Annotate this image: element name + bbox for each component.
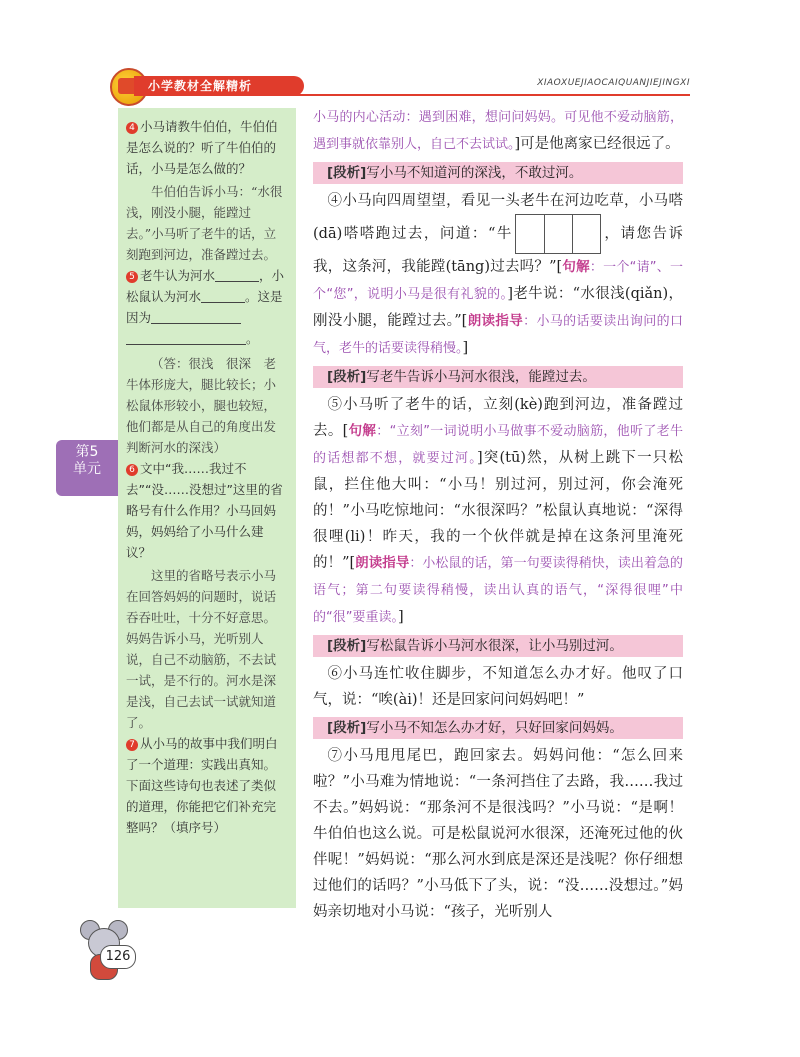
question-7 (126, 733, 288, 838)
question-sidebar (118, 108, 296, 908)
annotation-text: ：“立刻”一词说明小马做事不爱动脑筋，他听了老牛的话想都不想，就要过河。 (313, 424, 683, 466)
paragraph-6: ⑥小马连忙收住脚步，不知道怎么办才好。他叹了口气，说：“唉(ài)！还是回家问问妈妈吧！” (313, 666, 683, 708)
analysis-text: 写松鼠告诉小马河水很深，让小马别过河。 (366, 638, 623, 654)
paragraph-text: ]老牛说：“水很浅(qiǎn)，刚没小腿，能蹚过去。”[ (313, 286, 683, 329)
sentence-note-label: 句解 (562, 259, 590, 275)
paragraph-text: ]突(tū)然，从树上跳下一只松鼠，拦住他大叫：“小马！别过河，别过河，你会淹死的！”小马吃惊地问：“水很深吗？”松鼠认真地说：“深得很哩(li)！昨天，我的一个伙伴就是掉在这条河里淹死的！”[ (313, 450, 683, 571)
analysis-label: [段析] (327, 165, 367, 181)
unit-tab-line1: 第5 (75, 444, 99, 460)
analysis-label: [段析] (327, 638, 367, 654)
answer-blank[interactable] (151, 309, 241, 324)
answer-blank[interactable] (126, 330, 246, 345)
series-code: XIAOXUEJIAOCAIQUANJIEJINGXI (537, 78, 690, 88)
paragraph-text: ，请您告诉我，这条河，我能蹚(tāng)过去吗？”[ (313, 226, 684, 275)
main-text (313, 104, 683, 925)
paragraph-7: ⑦小马甩甩尾巴，跑回家去。妈妈问他：“怎么回来啦？”小马难为情地说：“一条河挡住了去路，我……我过不去。”妈妈说：“那条河不是很浅吗？”小马说：“是啊！牛伯伯也这么说。可是松鼠说河水很深，还淹死过他的伙伴呢！”妈妈说：“那么河水到底是深还是浅呢？你仔细想过他们的话吗？”小马低下了头，说：“没……没想过。”妈妈亲切地对小马说：“孩子，光听别人 (313, 748, 683, 920)
question-5-part3: 。这是因为 (126, 289, 283, 325)
analysis-text: 写老牛告诉小马河水很浅，能蹚过去。 (366, 369, 596, 385)
fill-in-boxes[interactable] (515, 214, 601, 254)
sentence-note-label: 句解 (348, 423, 377, 439)
reading-guide-label: 朗读指导 (355, 555, 410, 571)
question-number-7: 7 (126, 739, 138, 751)
answer-6: 这里的省略号表示小马在回答妈妈的问题时，说话吞吞吐吐，十分不好意思。妈妈告诉小马，光听别人说，自己不动脑筋，不去试一试，是不行的。河水是深是浅，自己去试一试就知道了。 (126, 568, 277, 730)
answer-blank[interactable] (201, 288, 245, 303)
paragraph-analysis (313, 366, 683, 388)
paragraph-3-end (313, 104, 683, 158)
question-number-6: 6 (126, 464, 138, 476)
header-divider (290, 94, 690, 96)
paragraph-text: ④小马向四周望望，看见一头老牛在河边吃草，小马嗒(dā)嗒嗒跑过去，问道：“牛 (313, 193, 683, 242)
question-number-5: 5 (126, 271, 138, 283)
paragraph-text: ⑤小马听了老牛的话，立刻(kè)跑到河边，准备蹚过去。[ (313, 397, 683, 439)
paragraph-text: ] (397, 609, 404, 625)
analysis-text: 写小马不知怎么办才好，只好回家问妈妈。 (366, 720, 623, 736)
question-6 (126, 458, 288, 563)
answer-blank[interactable] (215, 267, 259, 282)
analysis-label: [段析] (327, 369, 367, 385)
paragraph-analysis (313, 717, 683, 739)
annotation-text: ：小松鼠的话，第一句要读得稍快，读出着急的语气；第二句要读得稍慢，读出认真的语气，“深得很哩”中的“很”要重读。 (313, 556, 683, 625)
question-6-text: 文中“我……我过不去”“没……没想过”这里的省略号有什么作用？小马回妈妈，妈妈给了小马什么建议？ (126, 461, 283, 560)
annotation-text: ：一个“请”、一个“您”，说明小马是很有礼貌的。 (313, 260, 683, 302)
paragraph-text: ]可是他离家已经很远了。 (514, 136, 680, 152)
question-number-4: 4 (126, 122, 138, 134)
paragraph-5 (313, 392, 683, 631)
question-5 (126, 265, 288, 349)
unit-tab (56, 440, 118, 496)
answer-4: 牛伯伯告诉小马：“水很浅，刚没小腿，能蹚过去。”小马听了老牛的话，立刻跑到河边，准备蹚过去。 (126, 184, 283, 262)
question-5-part2: ，小松鼠认为河水 (126, 268, 285, 304)
question-5-part4: 。 (246, 331, 259, 346)
page-number: 126 (100, 945, 136, 969)
question-5-part1: 老牛认为河水 (140, 268, 216, 283)
paragraph-4 (313, 188, 683, 362)
analysis-text: 写小马不知道河的深浅，不敢过河。 (366, 165, 583, 181)
page-header (110, 72, 690, 100)
series-title: 小学教材全解精析 (134, 76, 304, 96)
unit-tab-line2: 单元 (73, 461, 101, 477)
reading-guide-label: 朗读指导 (467, 313, 524, 329)
question-4 (126, 116, 288, 179)
annotation-text: 小马的内心活动：遇到困难，想问问妈妈。可见他不爱动脑筋，遇到事就依靠别人，自己不去试试。 (313, 110, 683, 152)
question-4-text: 小马请教牛伯伯，牛伯伯是怎么说的？听了牛伯伯的话，小马是怎么做的？ (126, 119, 278, 176)
paragraph-text: ] (462, 340, 469, 356)
paragraph-analysis (313, 635, 683, 657)
annotation-text: ：小马的话要读出询问的口气，老牛的话要读得稍慢。 (313, 314, 683, 356)
paragraph-analysis (313, 162, 683, 184)
analysis-label: [段析] (327, 720, 367, 736)
question-7-text: 从小马的故事中我们明白了一个道理：实践出真知。下面这些诗句也表述了类似的道理，你能把它们补充完整吗？（填序号） (126, 736, 278, 835)
answer-5: （答：很浅 很深 老牛体形庞大，腿比较长；小松鼠体形较小，腿也较短，他们都是从自己的角度出发判断河水的深浅） (126, 356, 277, 455)
